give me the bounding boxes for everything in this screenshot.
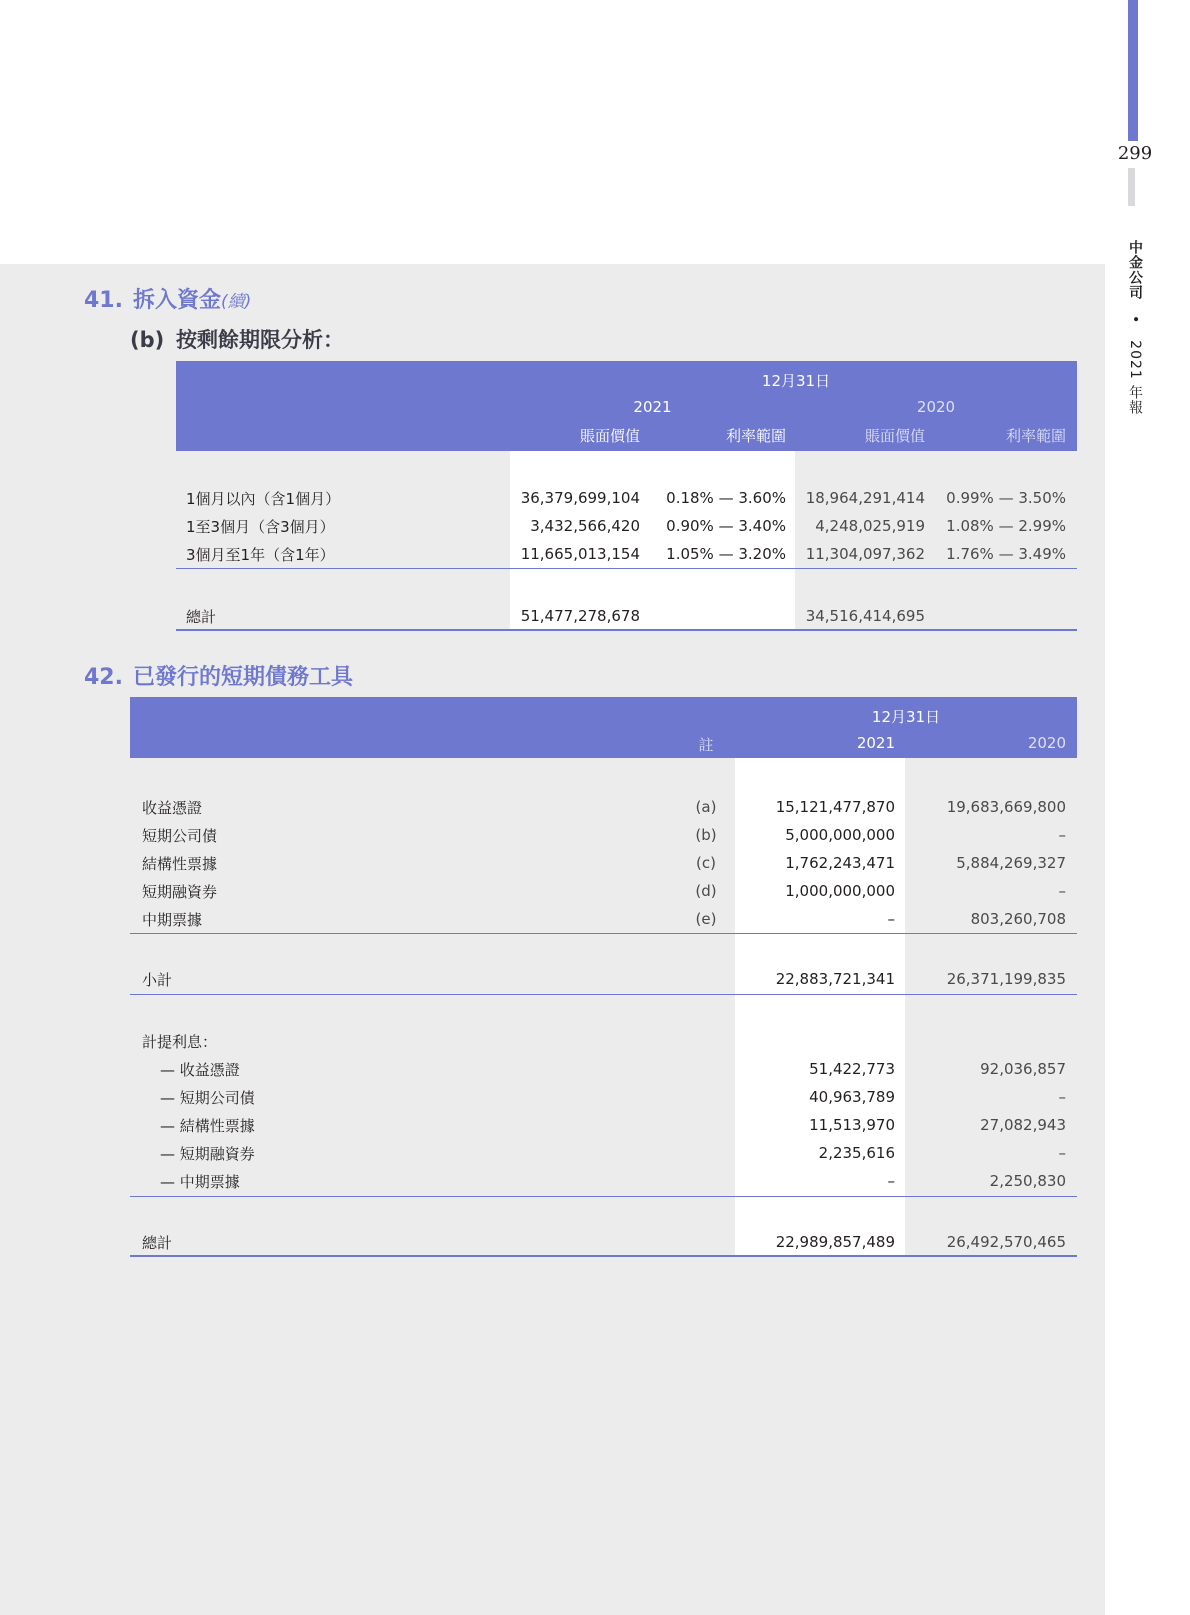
total-value-2021: 51,477,278,678 <box>520 607 640 625</box>
side-accent-bar <box>1128 0 1138 141</box>
row-rate-2021: 1.05% — 3.20% <box>666 545 786 563</box>
row-label: 短期融資券 <box>142 883 218 901</box>
header-date: 12月31日 <box>871 708 941 726</box>
interest-value-2020: – <box>1058 1144 1066 1162</box>
row-label: 收益憑證 <box>142 799 203 817</box>
page-number: 299 <box>1117 143 1153 164</box>
subtotal-value-2020: 26,371,199,835 <box>946 970 1066 988</box>
total-rule <box>176 629 1077 631</box>
note41-subheading <box>130 324 344 354</box>
side-running-header <box>1121 240 1145 415</box>
row-value-2021: 11,665,013,154 <box>520 545 640 563</box>
total-value-2020: 26,492,570,465 <box>946 1233 1066 1251</box>
note41-title: 拆入資金 <box>132 288 221 313</box>
interest-row-label: — 短期公司債 <box>160 1089 255 1107</box>
header-year-2020: 2020 <box>916 398 956 416</box>
note41-sub-title: 按剩餘期限分析： <box>176 328 344 352</box>
row-label: 中期票據 <box>142 911 203 929</box>
header-carrying-2021: 賬面價值 <box>579 427 640 445</box>
row-label: 結構性票據 <box>142 855 218 873</box>
row-value-2021: 15,121,477,870 <box>775 798 895 816</box>
row-rate-2021: 0.90% — 3.40% <box>666 517 786 535</box>
interest-value-2020: 92,036,857 <box>980 1060 1066 1078</box>
interest-row-label: — 短期融資券 <box>160 1145 255 1163</box>
total-rule <box>130 1255 1077 1257</box>
interest-value-2021: 51,422,773 <box>809 1060 895 1078</box>
row-label: 3個月至1年（含1年） <box>186 546 335 564</box>
interest-value-2021: 11,513,970 <box>809 1116 895 1134</box>
highlight-column-2021 <box>510 451 795 631</box>
row-rate-2020: 1.76% — 3.49% <box>946 545 1066 563</box>
row-value-2020: 18,964,291,414 <box>805 489 925 507</box>
row-value-2020: 11,304,097,362 <box>805 545 925 563</box>
row-value-2021: – <box>887 910 895 928</box>
interest-value-2021: 40,963,789 <box>809 1088 895 1106</box>
row-note: (d) <box>695 882 717 900</box>
row-value-2020: 4,248,025,919 <box>815 517 925 535</box>
total-label: 總計 <box>186 608 217 626</box>
header-carrying-2020: 賬面價值 <box>864 427 925 445</box>
interest-rule <box>130 1196 1077 1197</box>
row-value-2020: – <box>1058 826 1066 844</box>
total-label: 總計 <box>142 1234 173 1252</box>
interest-value-2020: 2,250,830 <box>989 1172 1066 1190</box>
row-value-2020: 19,683,669,800 <box>946 798 1066 816</box>
subtotal-value-2021: 22,883,721,341 <box>775 970 895 988</box>
subtotal-label: 小計 <box>142 971 173 989</box>
header-rate-2020: 利率範圍 <box>1005 427 1066 445</box>
note42-number: 42. <box>84 665 123 690</box>
note41-sub-letter: (b) <box>130 328 165 352</box>
separator-dot: • <box>1127 315 1143 325</box>
row-rate-2020: 1.08% — 2.99% <box>946 517 1066 535</box>
note42-table <box>130 697 1077 1257</box>
row-value-2020: – <box>1058 882 1066 900</box>
row-divider <box>130 933 1077 934</box>
row-value-2021: 36,379,699,104 <box>520 489 640 507</box>
interest-heading: 計提利息： <box>142 1033 218 1051</box>
header-year-2021: 2021 <box>633 398 672 416</box>
row-rate-2020: 0.99% — 3.50% <box>946 489 1066 507</box>
header-year-2020: 2020 <box>1027 734 1066 752</box>
header-note: 註 <box>698 736 714 754</box>
row-value-2021: 1,762,243,471 <box>785 854 895 872</box>
note42-heading <box>84 660 353 691</box>
note41-number: 41. <box>84 288 123 313</box>
side-gray-bar <box>1128 168 1135 206</box>
total-value-2020: 34,516,414,695 <box>805 607 925 625</box>
note42-title: 已發行的短期債務工具 <box>132 665 353 690</box>
report-name: 2021 年報 <box>1127 340 1143 416</box>
row-label: 短期公司債 <box>142 827 218 845</box>
header-date: 12月31日 <box>761 372 831 390</box>
row-divider <box>176 568 1077 569</box>
row-note: (e) <box>695 910 717 928</box>
interest-row-label: — 中期票據 <box>160 1173 240 1191</box>
row-value-2020: 803,260,708 <box>970 910 1066 928</box>
row-value-2021: 1,000,000,000 <box>785 882 895 900</box>
row-note: (c) <box>696 854 716 872</box>
row-note: (a) <box>695 798 717 816</box>
note41-heading <box>84 283 251 314</box>
header-year-2021: 2021 <box>856 734 895 752</box>
row-note: (b) <box>695 826 717 844</box>
interest-value-2020: 27,082,943 <box>980 1116 1066 1134</box>
interest-value-2021: 2,235,616 <box>818 1144 895 1162</box>
row-rate-2021: 0.18% — 3.60% <box>666 489 786 507</box>
row-value-2020: 5,884,269,327 <box>956 854 1066 872</box>
company-name: 中金公司 <box>1127 240 1143 300</box>
note41-table <box>176 361 1077 631</box>
row-label: 1個月以內（含1個月） <box>186 490 341 508</box>
row-label: 1至3個月（含3個月） <box>186 518 335 536</box>
row-value-2021: 5,000,000,000 <box>785 826 895 844</box>
row-value-2021: 3,432,566,420 <box>530 517 640 535</box>
interest-row-label: — 結構性票據 <box>160 1117 255 1135</box>
note41-continued: (續) <box>221 292 252 312</box>
interest-value-2020: – <box>1058 1088 1066 1106</box>
interest-row-label: — 收益憑證 <box>160 1061 240 1079</box>
subtotal-rule <box>130 994 1077 995</box>
interest-value-2021: – <box>887 1172 895 1190</box>
total-value-2021: 22,989,857,489 <box>775 1233 895 1251</box>
header-rate-2021: 利率範圍 <box>725 427 786 445</box>
